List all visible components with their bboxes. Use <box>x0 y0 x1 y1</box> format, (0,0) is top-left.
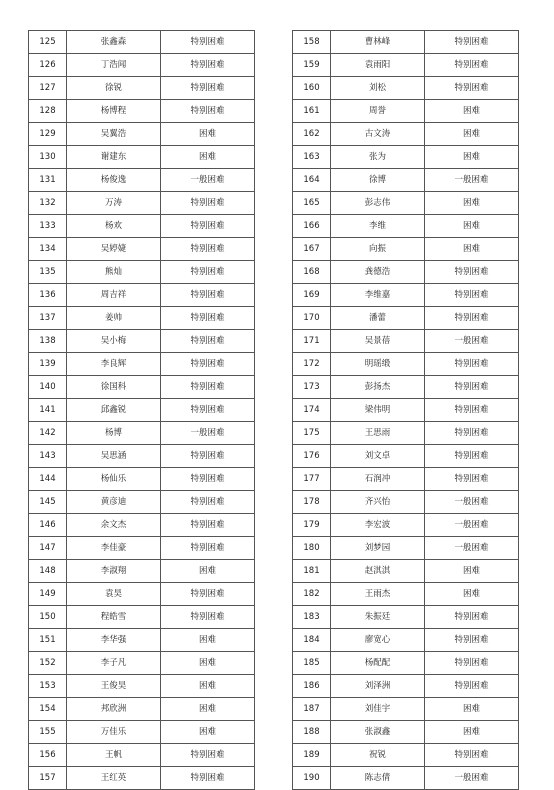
student-name: 石润冲 <box>331 468 425 491</box>
student-name: 古文涛 <box>331 123 425 146</box>
row-number: 157 <box>29 767 67 790</box>
row-number: 160 <box>293 77 331 100</box>
table-row <box>29 146 255 169</box>
right-name-table <box>292 30 519 790</box>
table-row <box>29 468 255 491</box>
table-row <box>293 583 519 606</box>
difficulty-level: 特别困难 <box>161 261 255 284</box>
row-number: 138 <box>29 330 67 353</box>
right-table-body <box>293 31 519 790</box>
student-name: 黄彦迪 <box>67 491 161 514</box>
row-number: 187 <box>293 698 331 721</box>
student-name: 徐锐 <box>67 77 161 100</box>
student-name: 周誉 <box>331 100 425 123</box>
row-number: 127 <box>29 77 67 100</box>
difficulty-level: 一般困难 <box>161 422 255 445</box>
table-row <box>293 307 519 330</box>
student-name: 邱鑫锐 <box>67 399 161 422</box>
student-name: 王思雨 <box>331 422 425 445</box>
difficulty-level: 特别困难 <box>425 261 519 284</box>
table-row <box>29 560 255 583</box>
table-row <box>29 422 255 445</box>
difficulty-level: 特别困难 <box>161 514 255 537</box>
row-number: 146 <box>29 514 67 537</box>
difficulty-level: 困难 <box>425 698 519 721</box>
table-row <box>293 767 519 790</box>
row-number: 143 <box>29 445 67 468</box>
student-name: 丁浩闻 <box>67 54 161 77</box>
student-name: 彭扬杰 <box>331 376 425 399</box>
difficulty-level: 困难 <box>425 100 519 123</box>
difficulty-level: 特别困难 <box>425 284 519 307</box>
table-row <box>293 422 519 445</box>
row-number: 137 <box>29 307 67 330</box>
table-row <box>29 629 255 652</box>
difficulty-level: 特别困难 <box>425 376 519 399</box>
table-row <box>293 675 519 698</box>
table-row <box>293 353 519 376</box>
student-name: 谢建东 <box>67 146 161 169</box>
row-number: 151 <box>29 629 67 652</box>
left-name-table <box>28 30 255 790</box>
table-row <box>29 353 255 376</box>
table-row <box>29 698 255 721</box>
student-name: 徐博 <box>331 169 425 192</box>
left-table-body <box>29 31 255 790</box>
student-name: 张为 <box>331 146 425 169</box>
student-name: 刘梦园 <box>331 537 425 560</box>
difficulty-level: 困难 <box>161 652 255 675</box>
difficulty-level: 特别困难 <box>425 353 519 376</box>
table-row <box>293 445 519 468</box>
row-number: 147 <box>29 537 67 560</box>
student-name: 姜帅 <box>67 307 161 330</box>
row-number: 182 <box>293 583 331 606</box>
table-row <box>29 744 255 767</box>
student-name: 吴小梅 <box>67 330 161 353</box>
student-name: 朱振廷 <box>331 606 425 629</box>
difficulty-level: 一般困难 <box>425 491 519 514</box>
student-name: 万佳乐 <box>67 721 161 744</box>
row-number: 140 <box>29 376 67 399</box>
row-number: 155 <box>29 721 67 744</box>
student-name: 潘蕾 <box>331 307 425 330</box>
row-number: 176 <box>293 445 331 468</box>
student-name: 刘松 <box>331 77 425 100</box>
student-name: 李维 <box>331 215 425 238</box>
table-row <box>293 560 519 583</box>
table-row <box>293 100 519 123</box>
row-number: 154 <box>29 698 67 721</box>
difficulty-level: 特别困难 <box>425 744 519 767</box>
table-row <box>29 261 255 284</box>
row-number: 130 <box>29 146 67 169</box>
table-row <box>29 330 255 353</box>
difficulty-level: 困难 <box>425 215 519 238</box>
table-row <box>29 491 255 514</box>
difficulty-level: 特别困难 <box>161 77 255 100</box>
difficulty-level: 特别困难 <box>161 491 255 514</box>
row-number: 134 <box>29 238 67 261</box>
row-number: 181 <box>293 560 331 583</box>
student-name: 明瑶缎 <box>331 353 425 376</box>
student-name: 刘泽洲 <box>331 675 425 698</box>
table-row <box>29 307 255 330</box>
student-name: 杨仙乐 <box>67 468 161 491</box>
difficulty-level: 困难 <box>161 629 255 652</box>
row-number: 189 <box>293 744 331 767</box>
student-name: 刘文卓 <box>331 445 425 468</box>
student-name: 吴景蓓 <box>331 330 425 353</box>
student-name: 杨博 <box>67 422 161 445</box>
table-row <box>293 284 519 307</box>
difficulty-level: 特别困难 <box>161 353 255 376</box>
row-number: 174 <box>293 399 331 422</box>
student-name: 赵淇淇 <box>331 560 425 583</box>
difficulty-level: 特别困难 <box>161 606 255 629</box>
row-number: 158 <box>293 31 331 54</box>
table-row <box>293 31 519 54</box>
difficulty-level: 特别困难 <box>161 307 255 330</box>
table-row <box>29 54 255 77</box>
row-number: 167 <box>293 238 331 261</box>
student-name: 余文杰 <box>67 514 161 537</box>
row-number: 179 <box>293 514 331 537</box>
table-row <box>29 721 255 744</box>
student-name: 王红英 <box>67 767 161 790</box>
table-row <box>293 744 519 767</box>
difficulty-level: 特别困难 <box>161 100 255 123</box>
difficulty-level: 特别困难 <box>425 54 519 77</box>
student-name: 杨俊逸 <box>67 169 161 192</box>
student-name: 刘佳宇 <box>331 698 425 721</box>
student-name: 齐兴怡 <box>331 491 425 514</box>
difficulty-level: 困难 <box>425 560 519 583</box>
table-row <box>293 468 519 491</box>
student-name: 李淑翔 <box>67 560 161 583</box>
difficulty-level: 一般困难 <box>425 169 519 192</box>
student-name: 吴婷婕 <box>67 238 161 261</box>
row-number: 126 <box>29 54 67 77</box>
table-row <box>29 514 255 537</box>
table-row <box>293 215 519 238</box>
difficulty-level: 特别困难 <box>161 583 255 606</box>
student-name: 袁昊 <box>67 583 161 606</box>
table-row <box>29 215 255 238</box>
row-number: 136 <box>29 284 67 307</box>
difficulty-level: 特别困难 <box>425 468 519 491</box>
row-number: 177 <box>293 468 331 491</box>
student-name: 吴思涵 <box>67 445 161 468</box>
difficulty-level: 特别困难 <box>425 445 519 468</box>
row-number: 141 <box>29 399 67 422</box>
table-row <box>29 652 255 675</box>
row-number: 186 <box>293 675 331 698</box>
difficulty-level: 特别困难 <box>161 54 255 77</box>
table-row <box>293 330 519 353</box>
difficulty-level: 特别困难 <box>425 77 519 100</box>
student-name: 彭志伟 <box>331 192 425 215</box>
row-number: 129 <box>29 123 67 146</box>
difficulty-level: 特别困难 <box>161 399 255 422</box>
row-number: 149 <box>29 583 67 606</box>
table-row <box>293 606 519 629</box>
table-row <box>293 261 519 284</box>
difficulty-level: 特别困难 <box>161 744 255 767</box>
difficulty-level: 特别困难 <box>425 422 519 445</box>
difficulty-level: 困难 <box>425 583 519 606</box>
student-name: 程皓雪 <box>67 606 161 629</box>
table-row <box>29 606 255 629</box>
table-row <box>29 399 255 422</box>
difficulty-level: 一般困难 <box>425 767 519 790</box>
student-name: 廖宽心 <box>331 629 425 652</box>
table-row <box>293 54 519 77</box>
table-row <box>29 123 255 146</box>
row-number: 144 <box>29 468 67 491</box>
student-name: 张淑鑫 <box>331 721 425 744</box>
table-row <box>29 192 255 215</box>
table-row <box>293 491 519 514</box>
student-name: 杨博程 <box>67 100 161 123</box>
difficulty-level: 特别困难 <box>161 376 255 399</box>
table-row <box>293 721 519 744</box>
difficulty-level: 困难 <box>161 123 255 146</box>
row-number: 165 <box>293 192 331 215</box>
row-number: 135 <box>29 261 67 284</box>
student-name: 李佳豪 <box>67 537 161 560</box>
row-number: 131 <box>29 169 67 192</box>
table-row <box>293 698 519 721</box>
row-number: 163 <box>293 146 331 169</box>
row-number: 164 <box>293 169 331 192</box>
student-name: 熊灿 <box>67 261 161 284</box>
row-number: 173 <box>293 376 331 399</box>
difficulty-level: 特别困难 <box>161 445 255 468</box>
table-row <box>29 284 255 307</box>
table-row <box>293 629 519 652</box>
row-number: 184 <box>293 629 331 652</box>
difficulty-level: 特别困难 <box>425 652 519 675</box>
student-name: 王帆 <box>67 744 161 767</box>
difficulty-level: 困难 <box>425 192 519 215</box>
row-number: 188 <box>293 721 331 744</box>
difficulty-level: 困难 <box>425 238 519 261</box>
difficulty-level: 特别困难 <box>425 31 519 54</box>
row-number: 133 <box>29 215 67 238</box>
difficulty-level: 特别困难 <box>161 330 255 353</box>
row-number: 161 <box>293 100 331 123</box>
table-row <box>29 675 255 698</box>
student-name: 陈志倩 <box>331 767 425 790</box>
table-row <box>293 238 519 261</box>
difficulty-level: 困难 <box>161 675 255 698</box>
student-name: 李维嘉 <box>331 284 425 307</box>
student-name: 徐国科 <box>67 376 161 399</box>
student-name: 龚德浩 <box>331 261 425 284</box>
row-number: 159 <box>293 54 331 77</box>
student-name: 吴翼浩 <box>67 123 161 146</box>
row-number: 178 <box>293 491 331 514</box>
difficulty-level: 困难 <box>161 721 255 744</box>
table-row <box>293 123 519 146</box>
difficulty-level: 特别困难 <box>425 399 519 422</box>
table-row <box>293 652 519 675</box>
difficulty-level: 困难 <box>161 698 255 721</box>
student-name: 曹林峰 <box>331 31 425 54</box>
row-number: 142 <box>29 422 67 445</box>
table-row <box>293 399 519 422</box>
row-number: 128 <box>29 100 67 123</box>
student-name: 李子凡 <box>67 652 161 675</box>
difficulty-level: 特别困难 <box>161 31 255 54</box>
difficulty-level: 一般困难 <box>161 169 255 192</box>
table-row <box>293 514 519 537</box>
row-number: 132 <box>29 192 67 215</box>
table-row <box>29 100 255 123</box>
difficulty-level: 特别困难 <box>161 468 255 491</box>
difficulty-level: 特别困难 <box>161 215 255 238</box>
table-row <box>29 445 255 468</box>
row-number: 190 <box>293 767 331 790</box>
row-number: 150 <box>29 606 67 629</box>
difficulty-level: 特别困难 <box>161 284 255 307</box>
row-number: 169 <box>293 284 331 307</box>
student-name: 万涛 <box>67 192 161 215</box>
student-name: 梁伟明 <box>331 399 425 422</box>
student-name: 向振 <box>331 238 425 261</box>
row-number: 148 <box>29 560 67 583</box>
row-number: 170 <box>293 307 331 330</box>
row-number: 175 <box>293 422 331 445</box>
row-number: 183 <box>293 606 331 629</box>
row-number: 152 <box>29 652 67 675</box>
difficulty-level: 困难 <box>425 123 519 146</box>
student-name: 邦欣洲 <box>67 698 161 721</box>
row-number: 153 <box>29 675 67 698</box>
table-row <box>29 767 255 790</box>
row-number: 172 <box>293 353 331 376</box>
table-row <box>293 146 519 169</box>
student-name: 李宏波 <box>331 514 425 537</box>
table-row <box>29 169 255 192</box>
row-number: 139 <box>29 353 67 376</box>
table-row <box>29 31 255 54</box>
student-name: 杨欢 <box>67 215 161 238</box>
student-name: 祝锐 <box>331 744 425 767</box>
row-number: 168 <box>293 261 331 284</box>
difficulty-level: 困难 <box>161 146 255 169</box>
difficulty-level: 一般困难 <box>425 514 519 537</box>
student-name: 王俊昊 <box>67 675 161 698</box>
difficulty-level: 特别困难 <box>161 537 255 560</box>
row-number: 162 <box>293 123 331 146</box>
student-name: 杨配配 <box>331 652 425 675</box>
student-name: 李华强 <box>67 629 161 652</box>
row-number: 166 <box>293 215 331 238</box>
student-name: 袁雨阳 <box>331 54 425 77</box>
table-row <box>293 77 519 100</box>
table-row <box>293 192 519 215</box>
table-row <box>293 537 519 560</box>
difficulty-level: 特别困难 <box>425 675 519 698</box>
student-name: 王雨杰 <box>331 583 425 606</box>
difficulty-level: 特别困难 <box>161 767 255 790</box>
difficulty-level: 困难 <box>161 560 255 583</box>
difficulty-level: 特别困难 <box>161 192 255 215</box>
row-number: 180 <box>293 537 331 560</box>
difficulty-level: 困难 <box>425 721 519 744</box>
table-row <box>29 376 255 399</box>
difficulty-level: 特别困难 <box>425 307 519 330</box>
row-number: 185 <box>293 652 331 675</box>
difficulty-level: 特别困难 <box>161 238 255 261</box>
student-name: 周吉祥 <box>67 284 161 307</box>
student-name: 李良辉 <box>67 353 161 376</box>
difficulty-level: 困难 <box>425 146 519 169</box>
table-row <box>29 583 255 606</box>
row-number: 171 <box>293 330 331 353</box>
difficulty-level: 一般困难 <box>425 330 519 353</box>
table-row <box>29 77 255 100</box>
table-row <box>29 537 255 560</box>
table-row <box>29 238 255 261</box>
difficulty-level: 一般困难 <box>425 537 519 560</box>
row-number: 145 <box>29 491 67 514</box>
difficulty-level: 特别困难 <box>425 606 519 629</box>
row-number: 125 <box>29 31 67 54</box>
row-number: 156 <box>29 744 67 767</box>
difficulty-level: 特别困难 <box>425 629 519 652</box>
table-row <box>293 169 519 192</box>
table-row <box>293 376 519 399</box>
student-name: 张鑫森 <box>67 31 161 54</box>
